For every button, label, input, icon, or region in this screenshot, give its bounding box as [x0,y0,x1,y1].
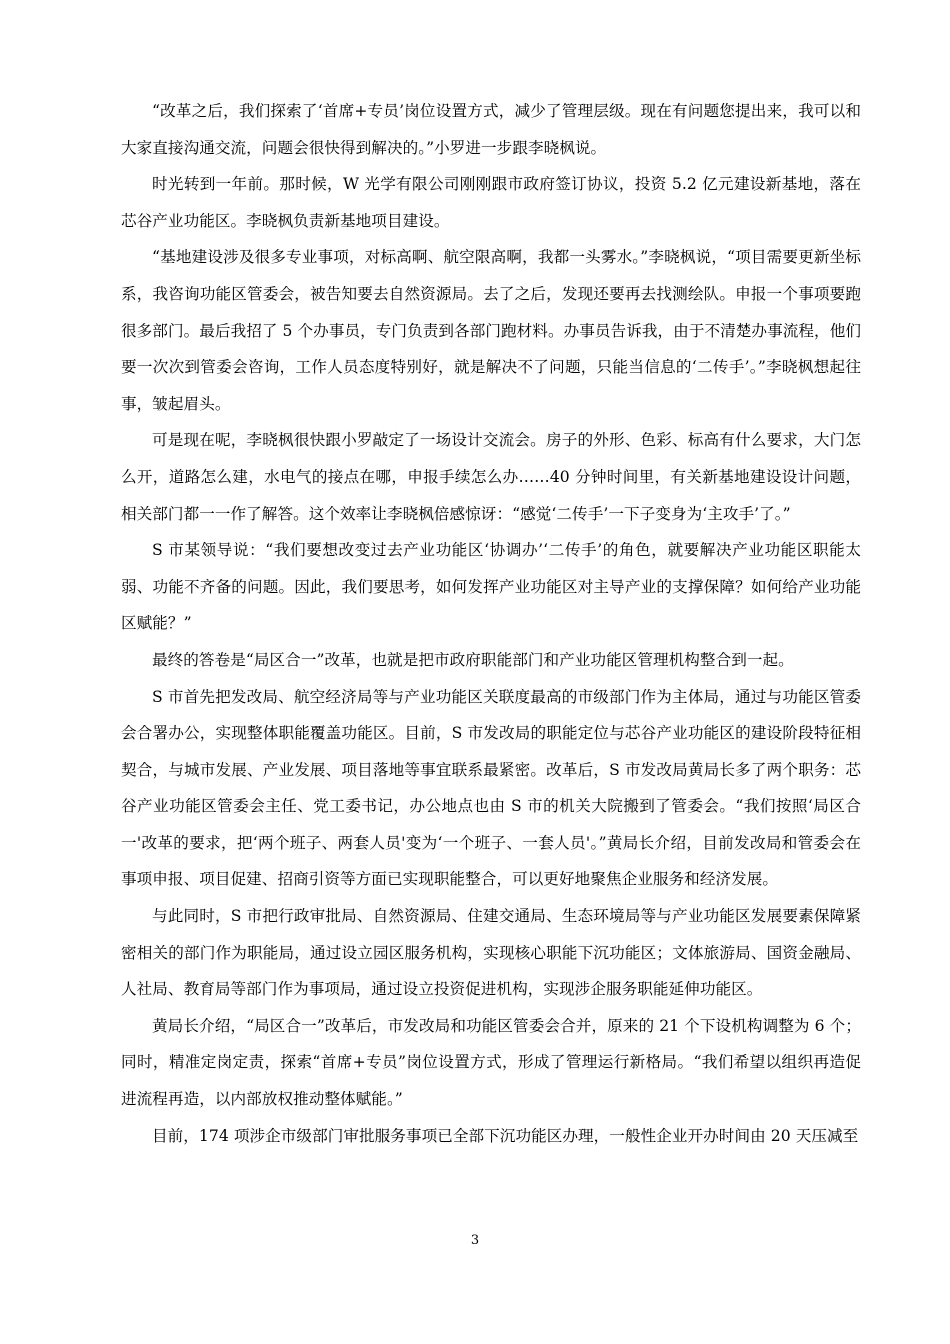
document-body [121,93,861,1154]
paragraph-6: 最终的答卷是“局区合一”改革，也就是把市政府职能部门和产业功能区管理机构整合到一起。 [152,650,794,669]
paragraph-10: 目前，174 项涉企市级部门审批服务事项已全部下沉功能区办理，一般性企业开办时间由 20 天压减至 [152,1126,859,1145]
paragraph-3: “基地建设涉及很多专业事项，对标高啊、航空限高啊，我都一头雾水。”李晓枫说，“项目需要更新坐标系，我咨询功能区管委会，被告知要去自然资源局。去了之后，发现还要再去找测绘队。申报一个事项要跑很多部门。最后我招了 5 个办事员，专门负责到各部门跑材料。办事员告诉我，由于不清楚办事流程，他们要一次次到管委会咨询，工作人员态度特别好，就是解决不了问题，只能当信息的‘二传手’。”李晓枫想起往事，皱起眉头。 [121,248,861,413]
page-number: 3 [470,1233,480,1248]
paragraph-2: 时光转到一年前。那时候，W 光学有限公司刚刚跟市政府签订协议，投资 5.2 亿元建设新基地，落在芯谷产业功能区。李晓枫负责新基地项目建设。 [121,175,861,230]
paragraph-8: 与此同时，S 市把行政审批局、自然资源局、住建交通局、生态环境局等与产业功能区发展要素保障紧密相关的部门作为职能局，通过设立园区服务机构，实现核心职能下沉功能区；文体旅游局、国资金融局、人社局、教育局等部门作为事项局，通过设立投资促进机构，实现涉企服务职能延伸功能区。 [121,907,861,999]
paragraph-9: 黄局长介绍，“局区合一”改革后，市发改局和功能区管委会合并，原来的 21 个下设机构调整为 6 个；同时，精准定岗定责，探索“首席+专员”岗位设置方式，形成了管理运行新格局。“我们希望以组织再造促进流程再造，以内部放权推动整体赋能。” [121,1016,861,1109]
paragraph-1: “改革之后，我们探索了‘首席+专员’岗位设置方式，减少了管理层级。现在有问题您提出来，我可以和大家直接沟通交流，问题会很快得到解决的。”小罗进一步跟李晓枫说。 [121,102,861,157]
paragraph-5: S 市某领导说：“我们要想改变过去产业功能区‘协调办’‘二传手’的角色，就要解决产业功能区职能太弱、功能不齐备的问题。因此，我们要思考，如何发挥产业功能区对主导产业的支撑保障？如何给产业功能区赋能？” [121,541,861,633]
paragraph-4: 可是现在呢，李晓枫很快跟小罗敲定了一场设计交流会。房子的外形、色彩、标高有什么要求，大门怎么开，道路怎么建，水电气的接点在哪，申报手续怎么办……40 分钟时间里，有关新基地建设设计问题，相关部门都一一作了解答。这个效率让李晓枫倍感惊讶：“感觉‘二传手’一下子变身为‘主攻手’了。” [121,431,861,523]
paragraph-7: S 市首先把发改局、航空经济局等与产业功能区关联度最高的市级部门作为主体局，通过与功能区管委会合署办公，实现整体职能覆盖功能区。目前，S 市发改局的职能定位与芯谷产业功能区的建设阶段特征相契合，与城市发展、产业发展、项目落地等事宜联系最紧密。改革后，S 市发改局黄局长多了两个职务：芯谷产业功能区管委会主任、党工委书记，办公地点也由 S 市的机关大院搬到了管委会。“我们按照‘局区合一'改革的要求，把‘两个班子、两套人员'变为‘一个班子、一套人员'。”黄局长介绍，目前发改局和管委会在事项申报、项目促建、招商引资等方面已实现职能整合，可以更好地聚焦企业服务和经济发展。 [121,687,861,889]
